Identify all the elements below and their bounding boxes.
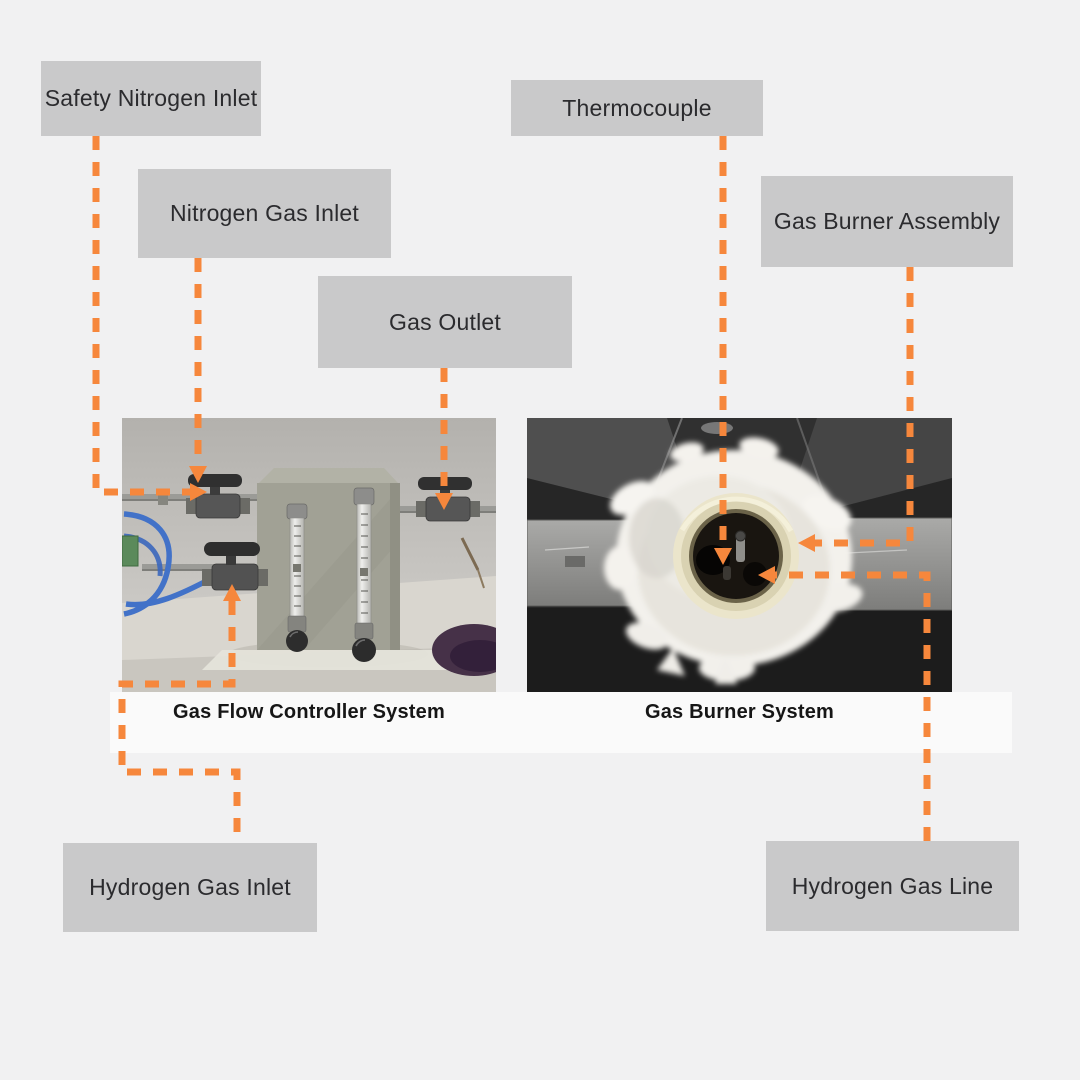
- label-nitrogen-gas-inlet: Nitrogen Gas Inlet: [138, 169, 391, 258]
- rotameter-knob: [352, 638, 376, 662]
- ceramic-plate: [202, 650, 452, 670]
- rotameter-knob: [286, 630, 308, 652]
- enclosure-side-shade: [390, 483, 400, 650]
- label-gas-burner-assembly: Gas Burner Assembly: [761, 176, 1013, 267]
- gas-flow-controller-illustration: [122, 418, 496, 692]
- label-hydrogen-gas-inlet: Hydrogen Gas Inlet: [63, 843, 317, 932]
- caption-gas-flow-controller: Gas Flow Controller System: [173, 701, 445, 723]
- weld-mark: [565, 556, 585, 567]
- label-thermocouple: Thermocouple: [511, 80, 763, 136]
- label-hydrogen-gas-line: Hydrogen Gas Line: [766, 841, 1019, 931]
- gas-nozzle: [723, 566, 731, 580]
- gas-burner-illustration: [527, 418, 952, 692]
- burner-hole-shadow: [743, 562, 767, 586]
- hood-reflection: [701, 422, 733, 434]
- circuit-board: [122, 536, 138, 566]
- enclosure-top-face: [259, 468, 398, 483]
- pipe-fitting: [158, 490, 168, 505]
- label-gas-outlet: Gas Outlet: [318, 276, 572, 368]
- label-safety-nitrogen-inlet: Safety Nitrogen Inlet: [41, 61, 261, 136]
- thermocouple-tip: [736, 531, 746, 562]
- flow-controller-enclosure: [257, 483, 400, 650]
- gas-flow-controller-photo: [122, 418, 496, 692]
- gas-burner-photo: [527, 418, 952, 692]
- caption-gas-burner: Gas Burner System: [644, 701, 835, 723]
